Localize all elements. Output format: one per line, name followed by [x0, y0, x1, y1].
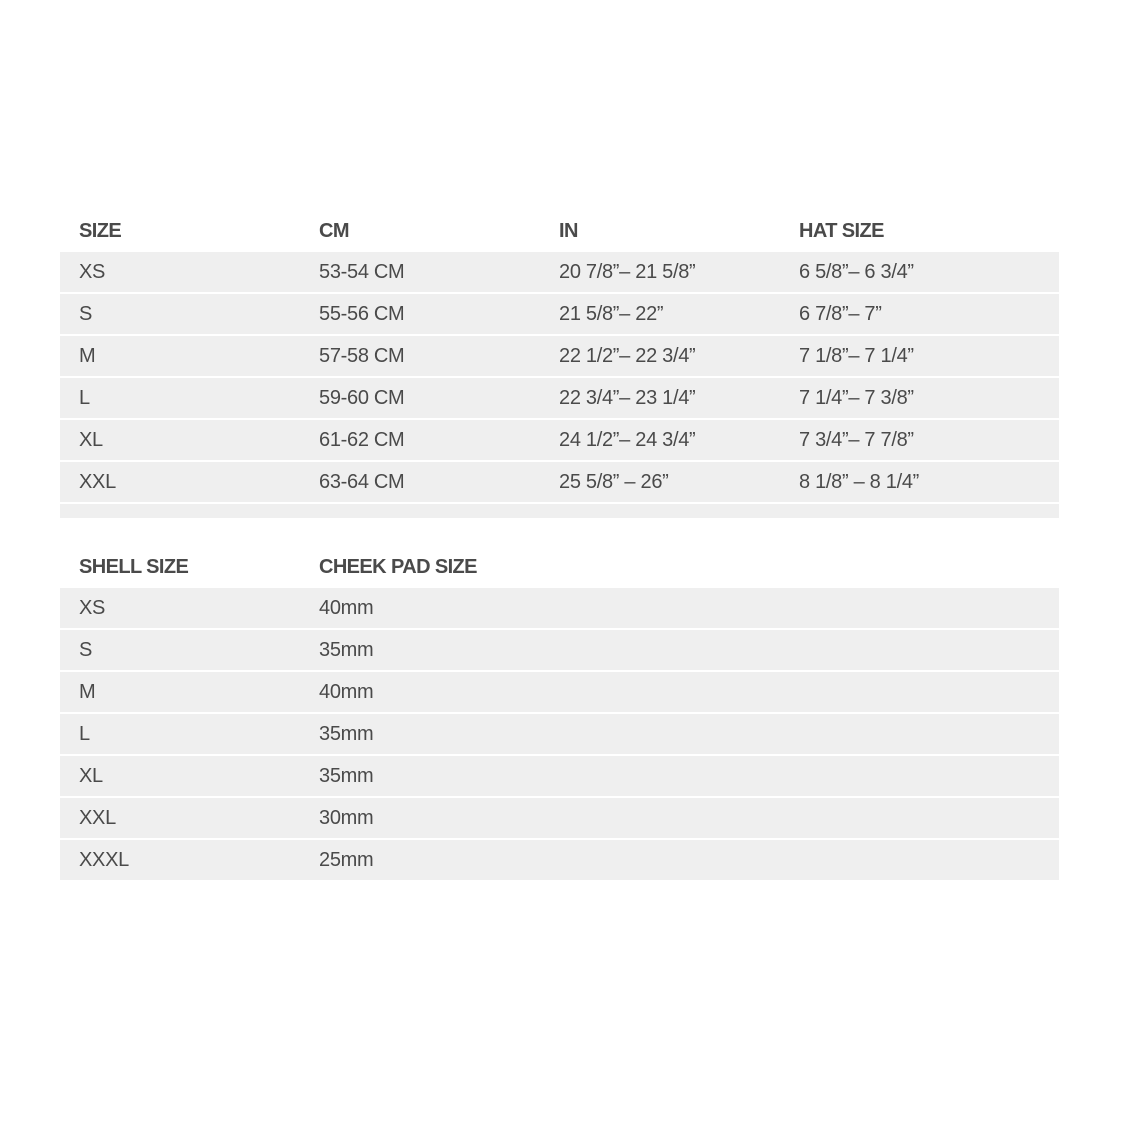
header-size: SIZE — [79, 219, 122, 242]
table-row — [60, 756, 1059, 796]
size-cell: L — [79, 386, 90, 409]
in-cell: 24 1/2”– 24 3/4” — [559, 428, 696, 451]
hat-size-cell: 7 1/8”– 7 1/4” — [799, 344, 914, 367]
hat-size-cell: 6 5/8”– 6 3/4” — [799, 260, 914, 283]
cm-cell: 59-60 CM — [319, 386, 405, 409]
cheek-pad-header-row — [60, 546, 1059, 588]
header-shell-size: SHELL SIZE — [79, 555, 189, 578]
table-row — [60, 294, 1059, 334]
in-cell: 25 5/8” – 26” — [559, 470, 669, 493]
table-row — [60, 840, 1059, 880]
table-row — [60, 588, 1059, 628]
size-cell: XL — [79, 428, 103, 451]
cheek-pad-cell: 35mm — [319, 764, 374, 787]
shell-size-cell: S — [79, 638, 93, 661]
size-chart-header-row — [60, 210, 1059, 252]
shell-size-cell: M — [79, 680, 96, 703]
hat-size-cell: 7 1/4”– 7 3/8” — [799, 386, 914, 409]
cheek-pad-cell: 25mm — [319, 848, 374, 871]
table-row — [60, 462, 1059, 502]
table-row — [60, 798, 1059, 838]
table-row — [60, 714, 1059, 754]
hat-size-cell: 8 1/8” – 8 1/4” — [799, 470, 920, 493]
shell-size-cell: XL — [79, 764, 103, 787]
table-row — [60, 672, 1059, 712]
shell-size-cell: XXL — [79, 806, 116, 829]
table-row — [60, 252, 1059, 292]
size-cell: XXL — [79, 470, 116, 493]
header-in: IN — [559, 219, 578, 242]
table-footer-stripe — [60, 504, 1059, 518]
table-row — [60, 630, 1059, 670]
cm-cell: 63-64 CM — [319, 470, 405, 493]
cheek-pad-cell: 35mm — [319, 722, 374, 745]
cheek-pad-table — [60, 546, 1059, 882]
cheek-pad-cell: 30mm — [319, 806, 374, 829]
shell-size-cell: XXXL — [79, 848, 129, 871]
cm-cell: 57-58 CM — [319, 344, 405, 367]
table-row — [60, 378, 1059, 418]
header-cm: CM — [319, 219, 349, 242]
hat-size-cell: 7 3/4”– 7 7/8” — [799, 428, 914, 451]
header-cheek-pad-size: CHEEK PAD SIZE — [319, 555, 477, 578]
cm-cell: 61-62 CM — [319, 428, 405, 451]
in-cell: 22 3/4”– 23 1/4” — [559, 386, 696, 409]
hat-size-cell: 6 7/8”– 7” — [799, 302, 882, 325]
size-cell: XS — [79, 260, 106, 283]
table-row — [60, 420, 1059, 460]
cheek-pad-cell: 40mm — [319, 596, 374, 619]
cm-cell: 53-54 CM — [319, 260, 405, 283]
header-hat-size: HAT SIZE — [799, 219, 884, 242]
size-cell: M — [79, 344, 96, 367]
size-cell: S — [79, 302, 93, 325]
in-cell: 22 1/2”– 22 3/4” — [559, 344, 696, 367]
cm-cell: 55-56 CM — [319, 302, 405, 325]
in-cell: 21 5/8”– 22” — [559, 302, 664, 325]
cheek-pad-cell: 35mm — [319, 638, 374, 661]
in-cell: 20 7/8”– 21 5/8” — [559, 260, 696, 283]
table-row — [60, 336, 1059, 376]
cheek-pad-cell: 40mm — [319, 680, 374, 703]
shell-size-cell: L — [79, 722, 90, 745]
size-chart-table — [60, 210, 1059, 518]
shell-size-cell: XS — [79, 596, 106, 619]
